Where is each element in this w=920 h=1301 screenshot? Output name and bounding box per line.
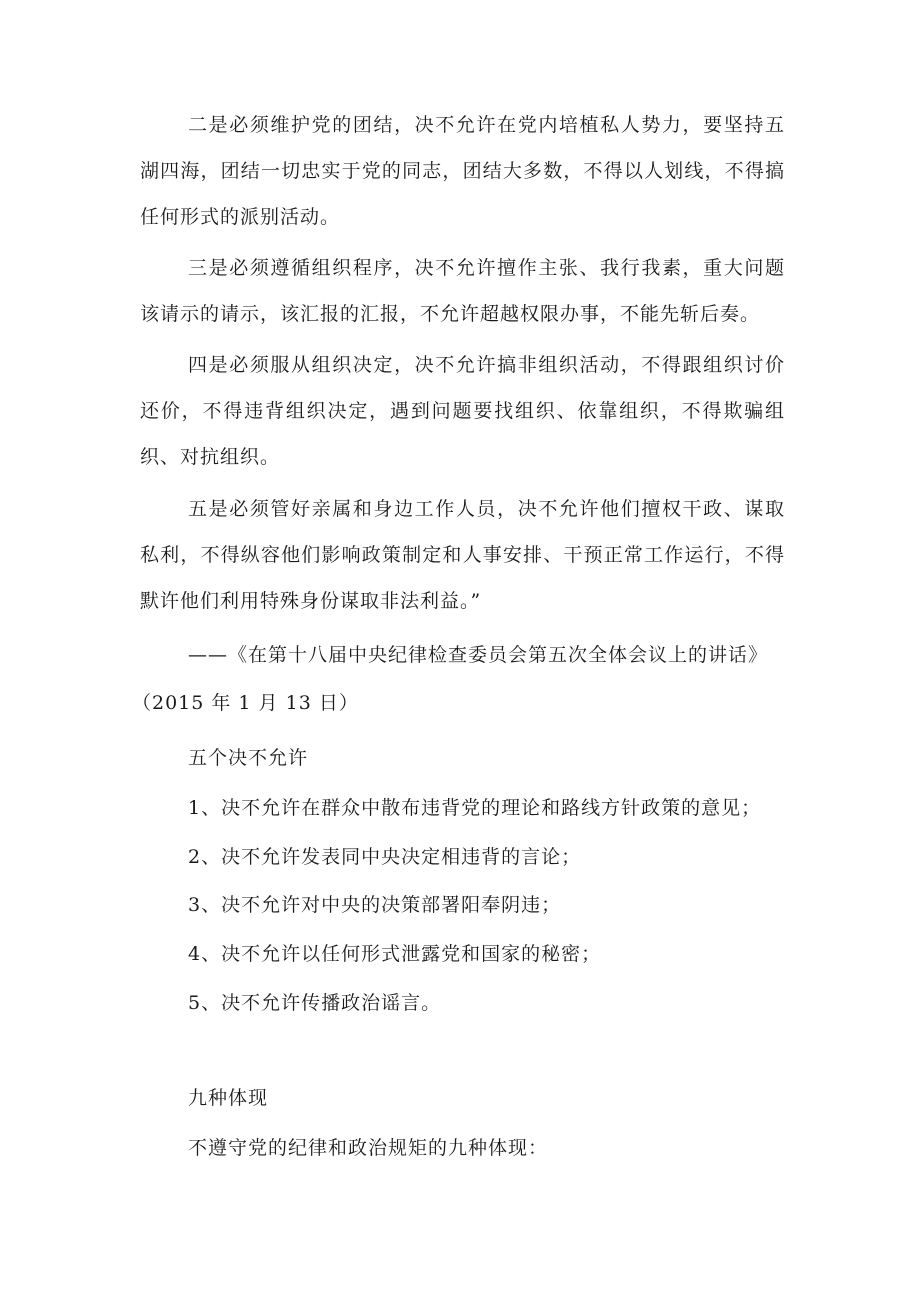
five-item-3: 3、决不允许对中央的决策部署阳奉阴违； <box>188 894 562 916</box>
paragraph-five: 五是必须管好亲属和身边工作人员，决不允许他们擅权干政、谋取私利，不得纵容他们影响政策制定和人事安排、干预正常工作运行，不得默许他们利用特殊身份谋取非法利益。” <box>140 498 785 612</box>
five-heading: 五个决不允许 <box>188 747 309 769</box>
nine-heading: 九种体现 <box>188 1087 269 1109</box>
paragraph-two: 二是必须维护党的团结，决不允许在党内培植私人势力，要坚持五湖四海，团结一切忠实于党的同志，团结大多数，不得以人划线，不得搞任何形式的派别活动。 <box>140 114 785 228</box>
nine-intro: 不遵守党的纪律和政治规矩的九种体现： <box>188 1137 549 1159</box>
citation-date: （2015 年 1 月 13 日） <box>132 692 359 714</box>
five-item-5: 5、决不允许传播政治谣言。 <box>188 992 442 1014</box>
five-item-4: 4、决不允许以任何形式泄露党和国家的秘密； <box>188 943 602 965</box>
paragraph-four: 四是必须服从组织决定，决不允许搞非组织活动，不得跟组织讨价还价，不得违背组织决定，遇到问题要找组织、依靠组织，不得欺骗组织、对抗组织。 <box>140 354 785 468</box>
paragraph-three: 三是必须遵循组织程序，决不允许擅作主张、我行我素，重大问题该请示的请示，该汇报的汇报，不允许超越权限办事，不能先斩后奏。 <box>140 257 785 325</box>
five-item-1: 1、决不允许在群众中散布违背党的理论和路线方针政策的意见； <box>188 797 762 819</box>
citation: ——《在第十八届中央纪律检查委员会第五次全体会议上的讲话》 <box>188 644 769 666</box>
five-item-2: 2、决不允许发表同中央决定相违背的言论； <box>188 846 582 868</box>
